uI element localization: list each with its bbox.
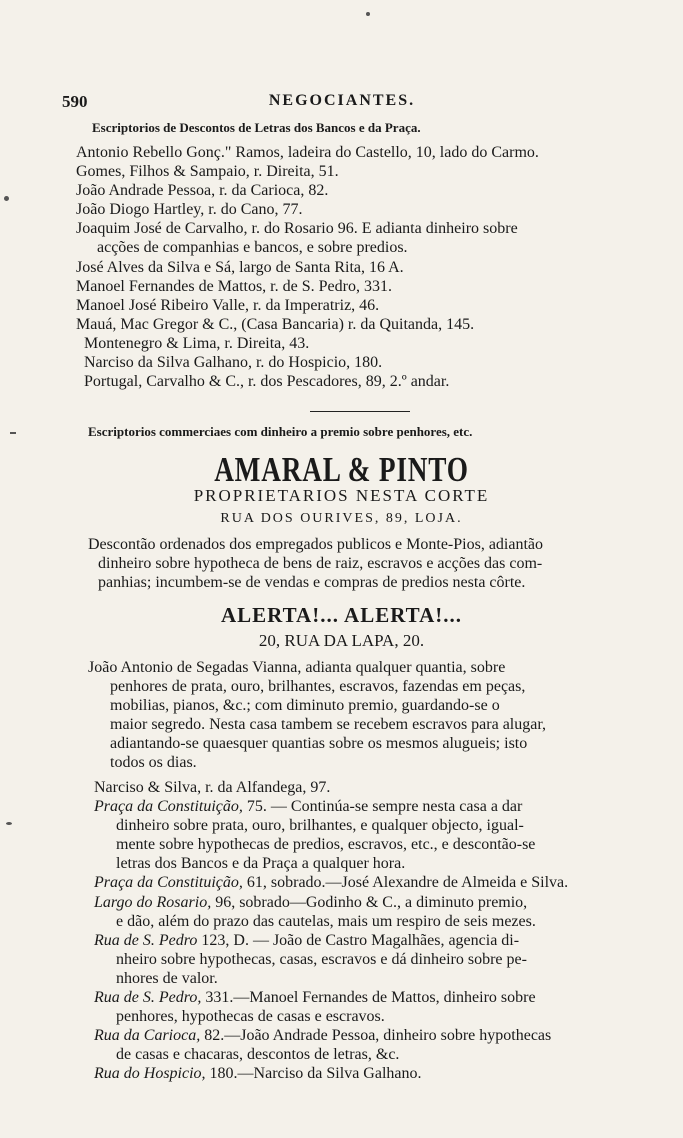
divider-rule [310, 411, 410, 412]
list-item-continuation: letras dos Bancos e da Praça a qualquer hora. [116, 855, 406, 873]
advert-description [88, 535, 648, 592]
section-heading-commerciaes: Escriptorios commerciaes com dinheiro a premio sobre penhores, etc. [88, 424, 473, 439]
running-title: NEGOCIANTES. [268, 92, 416, 109]
list-item: Rua de S. Pedro 123, D. — João de Castro Magalhães, agencia di- [94, 931, 520, 949]
list-item: Montenegro & Lima, r. Direita, 43. [84, 334, 310, 352]
advert-title-amaral-pinto: AMARAL & PINTO [214, 450, 469, 489]
list-item-continuation: nhores de valor. [116, 969, 218, 987]
text-line: dinheiro sobre hypotheca de bens de raiz, escravos e acções das com- [98, 555, 543, 573]
list-item: Gomes, Filhos & Sampaio, r. Direita, 51. [76, 163, 339, 181]
text-line: penhores de prata, ouro, brilhantes, escravos, fazendas em peças, [110, 678, 526, 696]
directory-list-2 [94, 778, 654, 1084]
alerta-text [88, 658, 648, 773]
list-item-continuation: dinheiro sobre prata, ouro, brilhantes, e qualquer objecto, igual- [116, 817, 524, 835]
speck [6, 822, 12, 825]
text-line: adiantando-se quaesquer quantias sobre os mesmos alugueis; isto [110, 735, 528, 753]
list-item: Mauá, Mac Gregor & C., (Casa Bancaria) r. da Quitanda, 145. [76, 315, 475, 333]
speck [366, 12, 370, 16]
list-item-continuation: e dão, além do prazo das cautelas, mais um respiro de seis mezes. [116, 912, 536, 930]
list-item: Narciso da Silva Galhano, r. do Hospicio, 180. [84, 354, 383, 372]
list-item: Joaquim José de Carvalho, r. do Rosario 96. E adianta dinheiro sobre [76, 220, 518, 238]
speck [10, 432, 16, 434]
list-item: Antonio Rebello Gonç." Ramos, ladeira do Castello, 10, lado do Carmo. [76, 144, 539, 161]
list-item: Praça da Constituição, 75. — Continúa-se sempre nesta casa a dar [94, 798, 523, 816]
list-item: Rua de S. Pedro, 331.—Manoel Fernandes de Mattos, dinheiro sobre [94, 989, 536, 1007]
text-line: todos os dias. [110, 754, 197, 772]
directory-list [76, 143, 646, 391]
advert-subtitle: PROPRIETARIOS NESTA CORTE [193, 486, 490, 505]
list-item: Rua da Carioca, 82.—João Andrade Pessoa, dinheiro sobre hypothecas [94, 1027, 552, 1045]
list-item: João Diogo Hartley, r. do Cano, 77. [76, 201, 303, 219]
list-item: Narciso & Silva, r. da Alfandega, 97. [94, 779, 331, 796]
speck [4, 196, 9, 201]
list-item-continuation: penhores, hypothecas de casas e escravos. [116, 1008, 385, 1026]
list-item: Manoel José Ribeiro Valle, r. da Imperatriz, 46. [76, 296, 380, 314]
list-item-continuation: nheiro sobre hypothecas, casas, escravos e dá dinheiro sobre pe- [116, 950, 527, 968]
list-item-continuation: acções de companhias e bancos, e sobre predios. [97, 239, 408, 257]
list-item: Rua do Hospicio, 180.—Narciso da Silva Galhano. [94, 1065, 422, 1083]
list-item: João Andrade Pessoa, r. da Carioca, 82. [76, 182, 329, 200]
text-line: João Antonio de Segadas Vianna, adianta qualquer quantia, sobre [88, 659, 506, 676]
text-line: mobilias, pianos, &c.; com diminuto premio, guardando-se o [110, 697, 500, 715]
list-item-continuation: de casas e chacaras, descontos de letras, &c. [116, 1046, 400, 1064]
page-number: 590 [62, 92, 88, 111]
section-heading-descontos: Escriptorios de Descontos de Letras dos Bancos e da Praça. [92, 120, 421, 135]
page-header [62, 92, 622, 114]
advert-address: RUA DOS OURIVES, 89, LOJA. [220, 511, 463, 526]
list-item-continuation: mente sobre hypothecas de predios, escravos, etc., e descontão-se [116, 836, 536, 854]
list-item: Manoel Fernandes de Mattos, r. de S. Pedro, 331. [76, 277, 392, 295]
text-line: maior segredo. Nesta casa tambem se recebem escravos para alugar, [110, 716, 547, 734]
text-line: panhias; incumbem-se de vendas e compras de predios nesta côrte. [98, 574, 526, 592]
list-item: Praça da Constituição, 61, sobrado.—José Alexandre de Almeida e Silva. [94, 874, 569, 892]
list-item: José Alves da Silva e Sá, largo de Santa Rita, 16 A. [76, 258, 404, 276]
list-item: Largo do Rosario, 96, sobrado—Godinho & C., a diminuto premio, [94, 893, 528, 911]
text-line: Descontão ordenados dos empregados publicos e Monte-Pios, adiantão [88, 536, 544, 553]
list-item: Portugal, Carvalho & C., r. dos Pescadores, 89, 2.º andar. [84, 373, 450, 391]
advert-address-lapa: 20, RUA DA LAPA, 20. [258, 631, 425, 650]
advert-title-alerta: ALERTA!... ALERTA!... [220, 603, 463, 627]
